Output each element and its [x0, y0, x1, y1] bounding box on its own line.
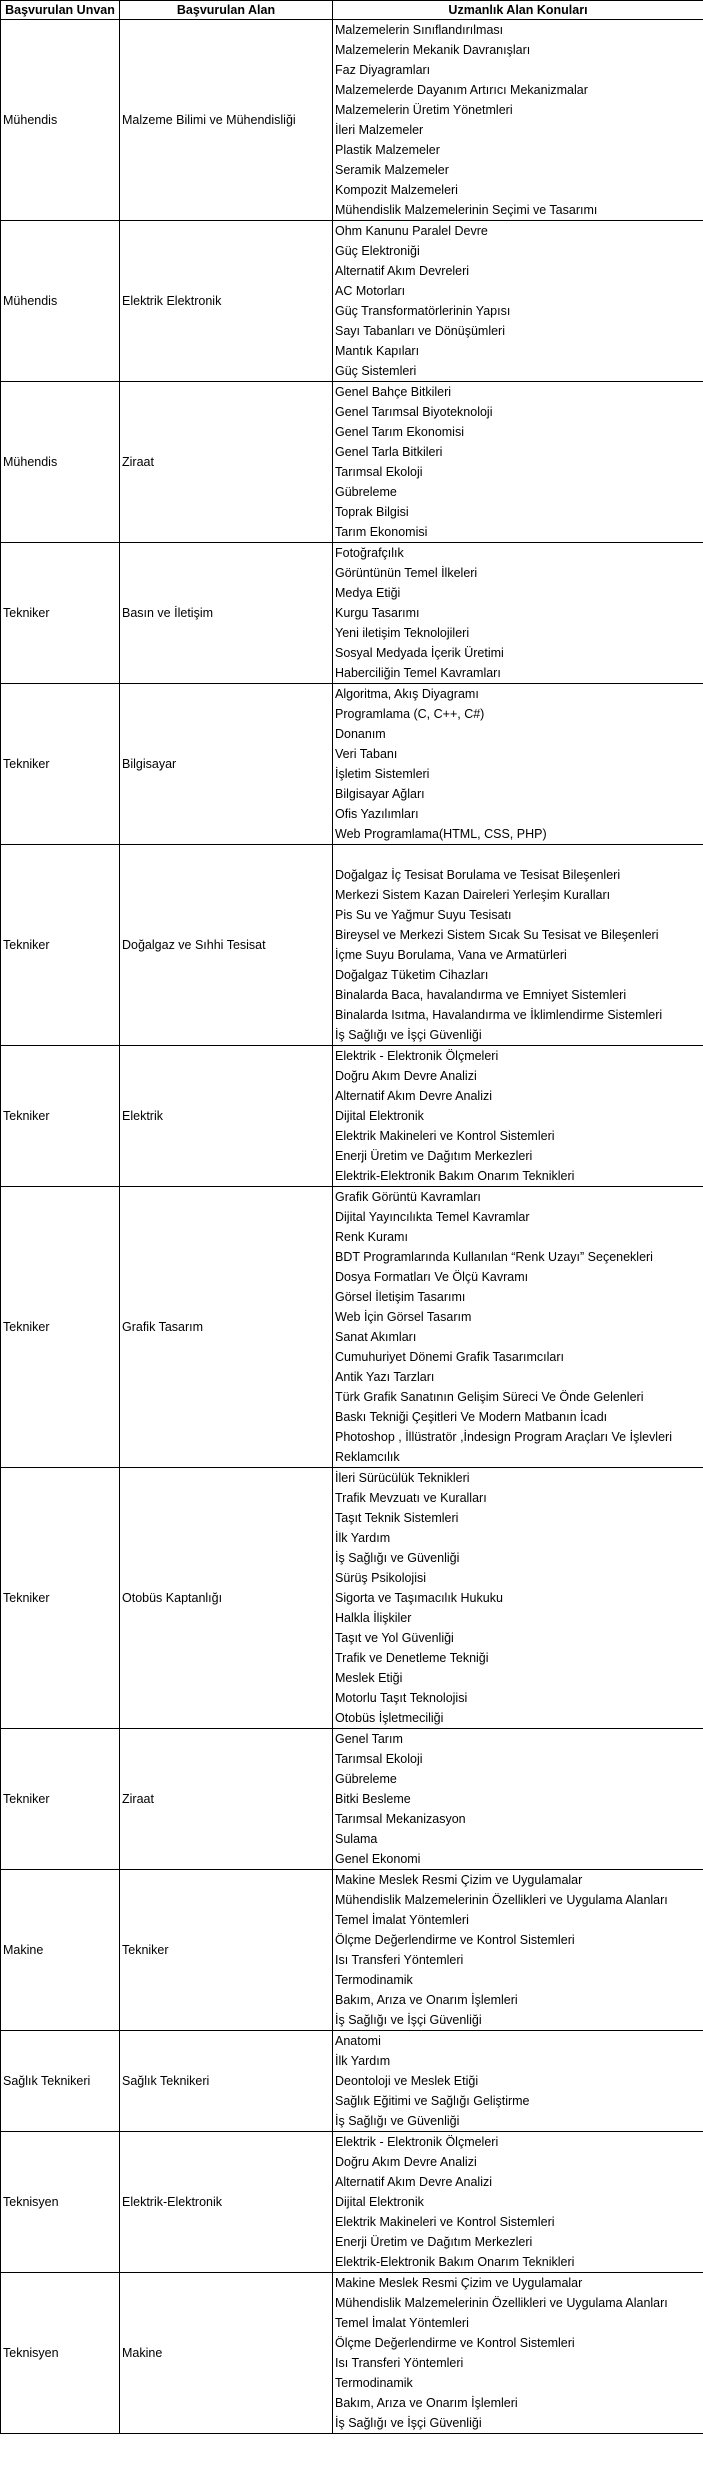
- topic-item: Malzemelerde Dayanım Artırıcı Mekanizmalar: [335, 83, 588, 97]
- topic-item: Cumuhuriyet Dönemi Grafik Tasarımcıları: [335, 1350, 565, 1364]
- topics-cell: [333, 20, 703, 221]
- topic-item: Renk Kuramı: [335, 1230, 408, 1244]
- topic-item: Tarımsal Mekanizasyon: [335, 1812, 466, 1826]
- topic-item: Doğalgaz İç Tesisat Borulama ve Tesisat Bileşenleri: [335, 868, 621, 882]
- table-row: [1, 1046, 703, 1187]
- topic-item: Mühendislik Malzemelerinin Özellikleri ve Uygulama Alanları: [335, 1893, 668, 1907]
- applied-title-cell: Tekniker: [1, 1187, 120, 1468]
- topic-item: Seramik Malzemeler: [335, 163, 449, 177]
- topic-item: Alternatif Akım Devre Analizi: [335, 1089, 493, 1103]
- topic-item: Medya Etiği: [335, 586, 401, 600]
- topic-item: Genel Tarımsal Biyoteknoloji: [335, 405, 493, 419]
- topic-item: İleri Malzemeler: [335, 123, 424, 137]
- topic-item: Tarımsal Ekoloji: [335, 1752, 423, 1766]
- table-row: [1, 221, 703, 382]
- topic-item: Merkezi Sistem Kazan Daireleri Yerleşim Kuralları: [335, 888, 611, 902]
- topic-item: Fotoğrafçılık: [335, 546, 404, 560]
- topic-item: Elektrik Makineleri ve Kontrol Sistemleri: [335, 2215, 555, 2229]
- topic-item: Güç Sistemleri: [335, 364, 417, 378]
- topics-cell: [333, 2031, 703, 2132]
- topic-item: Malzemelerin Mekanik Davranışları: [335, 43, 531, 57]
- topic-item: Elektrik-Elektronik Bakım Onarım Teknikleri: [335, 2255, 575, 2269]
- topic-item: Sulama: [335, 1832, 378, 1846]
- topic-item: Motorlu Taşıt Teknolojisi: [335, 1691, 468, 1705]
- topic-item: Isı Transferi Yöntemleri: [335, 2356, 464, 2370]
- topic-item: Meslek Etiği: [335, 1671, 403, 1685]
- topic-item: Türk Grafik Sanatının Gelişim Süreci Ve Önde Gelenleri: [335, 1390, 644, 1404]
- topic-item: Bilgisayar Ağları: [335, 787, 425, 801]
- topics-cell: [333, 2132, 703, 2273]
- table-row: [1, 2132, 703, 2273]
- applied-field-cell: Makine: [120, 2273, 333, 2434]
- topic-item: İş Sağlığı ve Güvenliği: [335, 2114, 460, 2128]
- applied-field-cell: Elektrik-Elektronik: [120, 2132, 333, 2273]
- applied-field-cell: Elektrik: [120, 1046, 333, 1187]
- topic-item: Sosyal Medyada İçerik Üretimi: [335, 646, 504, 660]
- topic-item: AC Motorları: [335, 284, 406, 298]
- topic-item: Algoritma, Akış Diyagramı: [335, 687, 479, 701]
- topic-item: Otobüs İşletmeciliği: [335, 1711, 444, 1725]
- table-row: [1, 2273, 703, 2434]
- topic-item: Bakım, Arıza ve Onarım İşlemleri: [335, 1993, 518, 2007]
- topic-item: Sigorta ve Taşımacılık Hukuku: [335, 1591, 503, 1605]
- topic-item: Sanat Akımları: [335, 1330, 417, 1344]
- topic-item: Grafik Görüntü Kavramları: [335, 1190, 481, 1204]
- applied-field-cell: Elektrik Elektronik: [120, 221, 333, 382]
- topics-cell: [333, 1729, 703, 1870]
- topic-item: Kompozit Malzemeleri: [335, 183, 458, 197]
- topic-item: Doğru Akım Devre Analizi: [335, 2155, 477, 2169]
- table-header: [1, 1, 703, 20]
- topic-item: Alternatif Akım Devre Analizi: [335, 2175, 493, 2189]
- topic-item: Malzemelerin Üretim Yönetmleri: [335, 103, 513, 117]
- header-applied-field: Başvurulan Alan: [120, 1, 333, 20]
- applied-title-cell: Tekniker: [1, 1468, 120, 1729]
- topic-item: Ofis Yazılımları: [335, 807, 419, 821]
- topic-item: Sağlık Eğitimi ve Sağlığı Geliştirme: [335, 2094, 530, 2108]
- topic-item: Veri Tabanı: [335, 747, 398, 761]
- table-body: [1, 20, 703, 2434]
- topics-cell: [333, 2273, 703, 2434]
- topic-item: Trafik ve Denetleme Tekniği: [335, 1651, 489, 1665]
- topic-item: Deontoloji ve Meslek Etiği: [335, 2074, 479, 2088]
- table-row: [1, 382, 703, 543]
- topic-item: Doğalgaz Tüketim Cihazları: [335, 968, 489, 982]
- topic-item: Bireysel ve Merkezi Sistem Sıcak Su Tesisat ve Bileşenleri: [335, 928, 659, 942]
- topic-item: Elektrik-Elektronik Bakım Onarım Teknikleri: [335, 1169, 575, 1183]
- topics-cell: [333, 543, 703, 684]
- topic-item: Dosya Formatları Ve Ölçü Kavramı: [335, 1270, 529, 1284]
- topic-item: Genel Tarım: [335, 1732, 403, 1746]
- topic-item: Doğru Akım Devre Analizi: [335, 1069, 477, 1083]
- topic-item: Elektrik Makineleri ve Kontrol Sistemleri: [335, 1129, 555, 1143]
- topics-cell: [333, 1046, 703, 1187]
- table-row: [1, 2031, 703, 2132]
- topic-item: Faz Diyagramları: [335, 63, 431, 77]
- topic-item: Sayı Tabanları ve Dönüşümleri: [335, 324, 505, 338]
- applied-title-cell: Mühendis: [1, 221, 120, 382]
- topic-item: Taşıt Teknik Sistemleri: [335, 1511, 459, 1525]
- topic-item: İçme Suyu Borulama, Vana ve Armatürleri: [335, 948, 567, 962]
- topics-cell: [333, 382, 703, 543]
- applied-field-cell: Basın ve İletişim: [120, 543, 333, 684]
- topic-item: İlk Yardım: [335, 1531, 391, 1545]
- topic-item: Taşıt ve Yol Güvenliği: [335, 1631, 454, 1645]
- topic-item: Mantık Kapıları: [335, 344, 420, 358]
- topic-item: Trafik Mevzuatı ve Kuralları: [335, 1491, 487, 1505]
- applied-field-cell: Malzeme Bilimi ve Mühendisliği: [120, 20, 333, 221]
- topic-item: Web İçin Görsel Tasarım: [335, 1310, 472, 1324]
- topic-item: Makine Meslek Resmi Çizim ve Uygulamalar: [335, 2276, 583, 2290]
- topic-item: Binalarda Isıtma, Havalandırma ve İklimlendirme Sistemleri: [335, 1008, 663, 1022]
- topic-item: Donanım: [335, 727, 386, 741]
- applied-field-cell: Doğalgaz ve Sıhhi Tesisat: [120, 845, 333, 1046]
- topic-item: Bitki Besleme: [335, 1792, 411, 1806]
- topic-item: Mühendislik Malzemelerinin Özellikleri ve Uygulama Alanları: [335, 2296, 668, 2310]
- topic-item: Elektrik - Elektronik Ölçmeleri: [335, 1049, 499, 1063]
- topic-item: Toprak Bilgisi: [335, 505, 409, 519]
- topic-item: Isı Transferi Yöntemleri: [335, 1953, 464, 1967]
- topics-cell: [333, 684, 703, 845]
- topic-item: Web Programlama(HTML, CSS, PHP): [335, 827, 547, 841]
- topic-item: Anatomi: [335, 2034, 381, 2048]
- table-row: [1, 20, 703, 221]
- topic-item: Mühendislik Malzemelerinin Seçimi ve Tasarımı: [335, 203, 598, 217]
- applied-title-cell: Tekniker: [1, 1729, 120, 1870]
- topic-item: Termodinamik: [335, 2376, 413, 2390]
- topic-item: Genel Tarla Bitkileri: [335, 445, 443, 459]
- topic-item: Tarımsal Ekoloji: [335, 465, 423, 479]
- topic-item: Elektrik - Elektronik Ölçmeleri: [335, 2135, 499, 2149]
- topic-item: Binalarda Baca, havalandırma ve Emniyet Sistemleri: [335, 988, 627, 1002]
- topic-item: Kurgu Tasarımı: [335, 606, 420, 620]
- applied-field-cell: Bilgisayar: [120, 684, 333, 845]
- header-applied-title: Başvurulan Unvan: [1, 1, 120, 20]
- applied-title-cell: Tekniker: [1, 1046, 120, 1187]
- applied-field-cell: Tekniker: [120, 1870, 333, 2031]
- table-row: [1, 845, 703, 1046]
- topic-item: Malzemelerin Sınıflandırılması: [335, 23, 504, 37]
- applied-title-cell: Makine: [1, 1870, 120, 2031]
- topics-cell: [333, 221, 703, 382]
- applied-field-cell: Sağlık Teknikeri: [120, 2031, 333, 2132]
- topic-item: Gübreleme: [335, 485, 397, 499]
- topic-item: Güç Transformatörlerinin Yapısı: [335, 304, 511, 318]
- topic-item: İlk Yardım: [335, 2054, 391, 2068]
- topic-item: Baskı Tekniği Çeşitleri Ve Modern Matbanın İcadı: [335, 1410, 608, 1424]
- topic-item: Ölçme Değerlendirme ve Kontrol Sistemleri: [335, 2336, 575, 2350]
- topic-item: Photoshop , İllüstratör ,İndesign Program Araçları Ve İşlevleri: [335, 1430, 672, 1444]
- table-row: [1, 1468, 703, 1729]
- topic-item: Temel İmalat Yöntemleri: [335, 2316, 469, 2330]
- applied-title-cell: Tekniker: [1, 543, 120, 684]
- topics-cell: [333, 1870, 703, 2031]
- applied-title-cell: Sağlık Teknikeri: [1, 2031, 120, 2132]
- applied-field-cell: Ziraat: [120, 1729, 333, 1870]
- applied-title-cell: Tekniker: [1, 684, 120, 845]
- header-specialization-topics: Uzmanlık Alan Konuları: [333, 1, 703, 20]
- topic-item: Genel Tarım Ekonomisi: [335, 425, 464, 439]
- applied-title-cell: Tekniker: [1, 845, 120, 1046]
- topic-item: Dijital Yayıncılıkta Temel Kavramlar: [335, 1210, 530, 1224]
- topic-item: Görüntünün Temel İlkeleri: [335, 566, 478, 580]
- topic-item: Programlama (C, C++, C#): [335, 707, 485, 721]
- applied-title-cell: Mühendis: [1, 20, 120, 221]
- topic-item: Reklamcılık: [335, 1450, 400, 1464]
- topic-item: BDT Programlarında Kullanılan “Renk Uzayı” Seçenekleri: [335, 1250, 653, 1264]
- topic-item: Genel Bahçe Bitkileri: [335, 385, 452, 399]
- table-row: [1, 543, 703, 684]
- topic-item: Pis Su ve Yağmur Suyu Tesisatı: [335, 908, 512, 922]
- applied-title-cell: Teknisyen: [1, 2132, 120, 2273]
- table-row: [1, 1870, 703, 2031]
- applied-title-cell: Mühendis: [1, 382, 120, 543]
- topic-item: İş Sağlığı ve İşçi Güvenliği: [335, 2416, 482, 2430]
- topics-cell: [333, 1187, 703, 1468]
- topic-item: Halkla İlişkiler: [335, 1611, 412, 1625]
- topic-item: Enerji Üretim ve Dağıtım Merkezleri: [335, 2235, 533, 2249]
- applied-field-cell: Otobüs Kaptanlığı: [120, 1468, 333, 1729]
- topic-item: İleri Sürücülük Teknikleri: [335, 1471, 470, 1485]
- topic-item: Enerji Üretim ve Dağıtım Merkezleri: [335, 1149, 533, 1163]
- table-row: [1, 684, 703, 845]
- applied-field-cell: Ziraat: [120, 382, 333, 543]
- topic-item: Ohm Kanunu Paralel Devre: [335, 224, 488, 238]
- topic-item: Dijital Elektronik: [335, 2195, 424, 2209]
- topics-cell: [333, 845, 703, 1046]
- topics-cell: [333, 1468, 703, 1729]
- topic-item: Tarım Ekonomisi: [335, 525, 428, 539]
- applied-field-cell: Grafik Tasarım: [120, 1187, 333, 1468]
- topic-item: İş Sağlığı ve Güvenliği: [335, 1551, 460, 1565]
- topic-item: Genel Ekonomi: [335, 1852, 421, 1866]
- topic-item: İşletim Sistemleri: [335, 767, 430, 781]
- topic-item: İş Sağlığı ve İşçi Güvenliği: [335, 1028, 482, 1042]
- topic-item: Dijital Elektronik: [335, 1109, 424, 1123]
- topic-item: Haberciliğin Temel Kavramları: [335, 666, 501, 680]
- table-row: [1, 1187, 703, 1468]
- topic-item: Temel İmalat Yöntemleri: [335, 1913, 469, 1927]
- topic-item: Makine Meslek Resmi Çizim ve Uygulamalar: [335, 1873, 583, 1887]
- header-row: [1, 1, 703, 20]
- topic-item: Sürüş Psikolojisi: [335, 1571, 427, 1585]
- topic-item: Termodinamik: [335, 1973, 413, 1987]
- applied-title-cell: Teknisyen: [1, 2273, 120, 2434]
- topic-item: Bakım, Arıza ve Onarım İşlemleri: [335, 2396, 518, 2410]
- table-row: [1, 1729, 703, 1870]
- topic-item: Güç Elektroniği: [335, 244, 420, 258]
- topic-item: Yeni iletişim Teknolojileri: [335, 626, 470, 640]
- topic-item: Plastik Malzemeler: [335, 143, 440, 157]
- topic-item: Antik Yazı Tarzları: [335, 1370, 435, 1384]
- topic-item: Görsel İletişim Tasarımı: [335, 1290, 466, 1304]
- topic-item: Ölçme Değerlendirme ve Kontrol Sistemleri: [335, 1933, 575, 1947]
- topic-item: İş Sağlığı ve İşçi Güvenliği: [335, 2013, 482, 2027]
- topic-item: Gübreleme: [335, 1772, 397, 1786]
- topic-item: [335, 845, 703, 865]
- topic-item: Alternatif Akım Devreleri: [335, 264, 470, 278]
